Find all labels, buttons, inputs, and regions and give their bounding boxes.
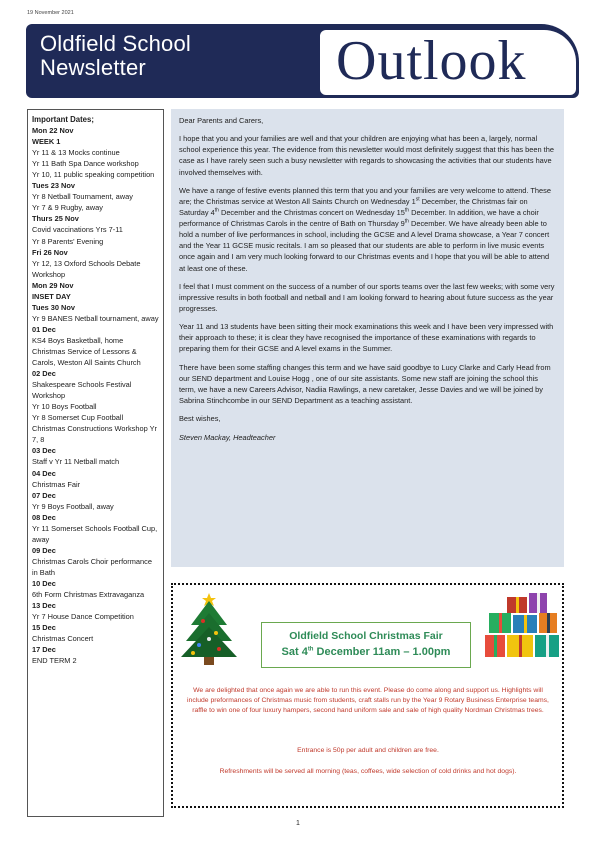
ordinal-suffix: th — [307, 646, 314, 653]
date-event: Yr 9 Boys Football, away — [32, 501, 114, 511]
fair-date-part: December 11am – 1.00pm — [313, 646, 451, 658]
date-event: Christmas Constructions Workshop Yr 7, 8 — [32, 424, 157, 445]
letter-greeting: Dear Parents and Carers, — [179, 116, 264, 125]
date-heading: 15 Dec — [32, 623, 56, 633]
date-event: Yr 11 Somerset Schools Football Cup, away — [32, 523, 158, 544]
important-dates-title: Important Dates; — [32, 115, 94, 124]
presents-icon — [485, 591, 561, 661]
date-event: Covid vaccinations Yrs 7-11 — [32, 225, 123, 235]
fair-date — [262, 646, 470, 658]
masthead-title: Outlook — [336, 30, 527, 92]
date-event: Yr 7 & 9 Rugby, away — [32, 203, 103, 213]
letter-p2-part: December. We have already been able to hold a number of live performances in school, including the GCSE and A level Drama showcase, a Year 7 concert and the Year 11 GCSE music recitals. I am so pleased that our students are able to perform in live music events once again and I am very much looking forward to our Christmas events and I hope that you will be able to attend at least one of these. — [179, 219, 550, 273]
fair-entrance: Entrance is 50p per adult and children are free. — [297, 747, 439, 754]
date-heading: Thurs 25 Nov — [32, 214, 79, 224]
date-event: Yr 8 Netball Tournament, away — [32, 192, 133, 202]
christmas-tree-icon — [179, 589, 239, 667]
letter-paragraph-1: I hope that you and your families are well and that your children are enjoying what has been a, largely, normal school experience this year. The evidence from this newsletter would most definitely suggest that this has been the case as I have rarely seen such a busy newsletter with regards to showcasing the activities that our students have involved themselves with. — [179, 134, 554, 177]
masthead-school-name — [40, 32, 191, 80]
date-heading: INSET DAY — [32, 291, 71, 301]
masthead-line2: Newsletter — [40, 55, 146, 80]
date-heading: Tues 23 Nov — [32, 181, 75, 191]
ordinal-suffix: th — [404, 207, 410, 214]
date-heading: 07 Dec — [32, 490, 56, 500]
date-event: Yr 8 Somerset Cup Football — [32, 413, 124, 423]
date-event: Staff v Yr 11 Netball match — [32, 457, 120, 467]
letter-p2-part: December and the Christmas concert on Wednesday 15 — [218, 208, 405, 218]
date-event: Yr 7 House Dance Competition — [32, 612, 134, 622]
date-heading: 01 Dec — [32, 324, 56, 334]
fair-refreshments: Refreshments will be served all morning (teas, coffees, wide selection of cold drinks and hot dogs). — [219, 768, 517, 775]
fair-date-part: Sat 4 — [281, 646, 308, 658]
letter-paragraph-5: There have been some staffing changes this term and we have said goodbye to Lucy Clarke and Carly Head from our SEND department and Louise Hogg , one of our site assistants. Some new staff are joining the school this term, we have a new Careers Advisor, Nadiia Rawlings, a new caretaker, Jesse Davies and we will be joined by Sabrina Stinchcombe in our SEND Department as a teaching assistant. — [179, 362, 551, 405]
fair-title-box — [261, 622, 471, 668]
date-heading: Mon 22 Nov — [32, 126, 74, 136]
date-event: KS4 Boys Basketball, home — [32, 335, 124, 345]
date-event: Yr 9 BANES Netball tournament, away — [32, 313, 159, 323]
date-event: Christmas Carols Choir performance in Bath — [32, 556, 152, 577]
date-heading: 17 Dec — [32, 645, 56, 655]
date-event: Shakespeare Schools Festival Workshop — [32, 380, 132, 401]
date-event: Yr 12, 13 Oxford Schools Debate Workshop — [32, 258, 141, 279]
letter-paragraph-2 — [179, 185, 556, 274]
date-heading: 04 Dec — [32, 468, 56, 478]
date-event: Christmas Service of Lessons & Carols, Weston All Saints Church — [32, 346, 141, 368]
letter-paragraph-3: I feel that I must comment on the success of a number of our sports teams over the last few weeks; with some very impressive results in both football and netball and I am looking forward to hearing about future success as the year progresses. — [179, 281, 555, 313]
letter-signature: Steven Mackay, Headteacher — [179, 432, 276, 442]
masthead-title-box — [320, 30, 576, 95]
date-event: END TERM 2 — [32, 656, 77, 666]
date-heading: Mon 29 Nov — [32, 280, 74, 290]
christmas-fair-box — [171, 583, 564, 808]
date-event: 6th Form Christmas Extravaganza — [32, 590, 145, 600]
letter-closing: Best wishes, — [179, 414, 221, 424]
masthead — [26, 24, 579, 98]
letter-p2-part: December. In addition, we have a choir performance of Christmas Carols in the centre of Bath on Thursday 9 — [179, 208, 539, 229]
headteacher-letter — [171, 109, 564, 567]
date-event: Yr 10, 11 public speaking competition — [32, 170, 155, 180]
date-event: Yr 11 Bath Spa Dance workshop — [32, 159, 139, 169]
date-heading: 02 Dec — [32, 369, 56, 379]
ordinal-suffix: th — [404, 218, 409, 225]
letter-p2-part: December, the Christmas fair on Saturday 4 — [179, 196, 528, 218]
date-event: Yr 11 & 13 Mocks continue — [32, 148, 120, 158]
date-event: Christmas Fair — [32, 479, 81, 489]
page-number: 1 — [296, 820, 300, 827]
date-heading: WEEK 1 — [32, 137, 61, 147]
letter-p2-part: We have a range of festive events planned this term that you and your families are very welcome to attend. These are; the Christmas service at Weston All Saints Church on Wednesday 1 — [179, 185, 551, 206]
date-heading: 09 Dec — [32, 545, 56, 555]
issue-date: 19 November 2021 — [27, 10, 74, 16]
date-heading: 03 Dec — [32, 446, 56, 456]
important-dates-sidebar — [27, 109, 164, 817]
fair-title: Oldfield School Christmas Fair — [289, 630, 443, 642]
letter-paragraph-4: Year 11 and 13 students have been sitting their mock examinations this week and I have been very impressed with their approach to these; it is clear they have recognised the importance of these examinations with regards to preparing them for their GCSE and A level exams in the Summer. — [179, 322, 554, 354]
ordinal-suffix: st — [415, 196, 420, 203]
fair-description: We are delighted that once again we are able to run this event. Please do come along and support us. Highlights will include preformances of Christmas music from students, craft stalls run by the Year 9 Rotary Business Enterprise teams, raffle to win one of four luxury hampers, second hand uniform sale and sale of high quality Nordman Christmas trees. — [187, 687, 549, 714]
date-event: Christmas Concert — [32, 634, 94, 644]
date-heading: 10 Dec — [32, 578, 56, 588]
ordinal-suffix: th — [214, 207, 219, 214]
date-heading: 13 Dec — [32, 601, 56, 611]
date-event: Yr 10 Boys Football — [32, 402, 97, 412]
date-heading: Tues 30 Nov — [32, 302, 75, 312]
date-event: Yr 8 Parents' Evening — [32, 236, 104, 246]
date-heading: 08 Dec — [32, 512, 56, 522]
date-heading: Fri 26 Nov — [32, 247, 68, 257]
masthead-line1: Oldfield School — [40, 31, 191, 56]
important-dates-list — [32, 125, 159, 666]
